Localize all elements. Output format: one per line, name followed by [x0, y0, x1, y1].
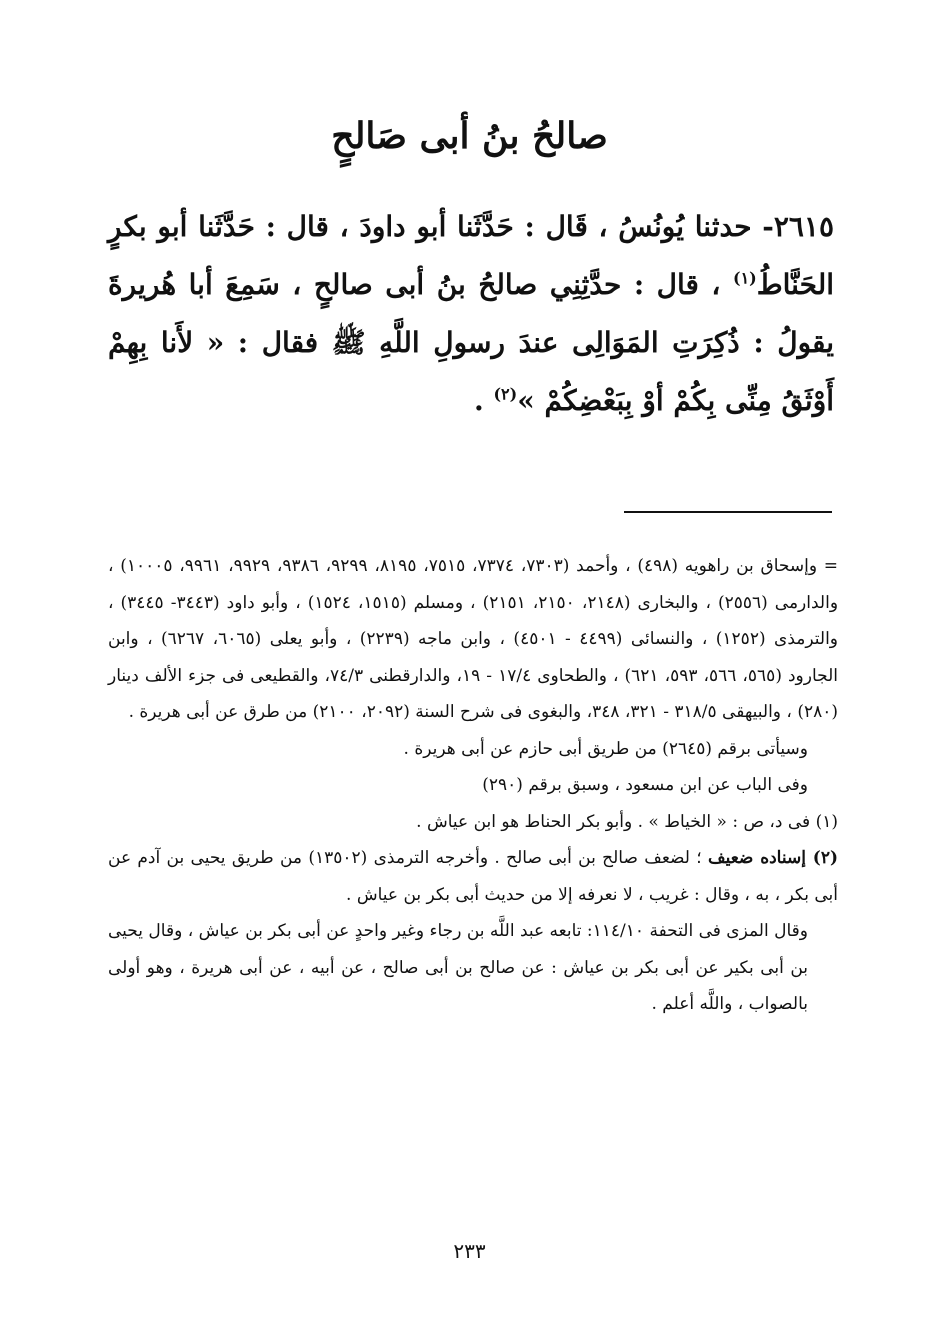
hadith-number: ٢٦١٥	[773, 210, 834, 243]
footnote-2-label: (٢) إسناده ضعيف	[708, 848, 839, 868]
hadith-text-part-1: - حدثنا يُونُسُ ، قَال : حَدَّثَنا أبو داودَ ، قال : حَدَّثَنا أبو بكرٍ الحَنَّاطُ	[108, 210, 835, 301]
hadith-text	[108, 198, 834, 430]
chapter-title: صالحُ بنُ أبى صَالحٍ	[331, 115, 608, 157]
footnote-1-marker: (١)	[733, 268, 757, 288]
footnote-2	[108, 840, 838, 913]
hadith-text-part-2: ، قال : حدَّثِنِي صالحُ بنُ أبى صالحٍ ، سَمِعَ أبا هُريرةَ يقولُ : ذُكِرَتِ المَوَالِى عندَ رسولِ اللَّهِ ﷺ فقال : « لأَنا بِهِمْ أَوْثَقُ مِنِّى بِكُمْ أوْ بِبَعْضِكُمْ »	[108, 268, 834, 417]
footnote-divider	[624, 511, 832, 513]
page-number: ٢٣٣	[453, 1239, 486, 1263]
footnote-continuation: = وإسحاق بن راهويه (٤٩٨) ، وأحمد (٧٣٠٣، ٧٣٧٤، ٧٥١٥، ٨١٩٥، ٩٢٩٩، ٩٣٨٦، ٩٩٢٩، ٩٩٦١، ١٠٠٠٥) ، والدارمى (٢٥٥٦) ، والبخارى (٢١٤٨، ٢١٥٠، ٢١٥١) ، ومسلم (١٥١٥، ١٥٢٤) ، وأبو داود (٣٤٤٣- ٣٤٤٥) ، والترمذى (١٢٥٢) ، والنسائى (٤٤٩٩ - ٤٥٠١) ، وابن ماجه (٢٢٣٩) ، وأبو يعلى (٦٠٦٥، ٦٢٦٧) ، وابن الجارود (٥٦٥، ٥٦٦، ٥٩٣، ٦٢١) ، والطحاوى ١٧/٤ - ١٩، والدارقطنى ٧٤/٣، والقطيعى فى جزء الألف دينار (٢٨٠) ، والبيهقى ٣١٨/٥ - ٣٢١، ٣٤٨، والبغوى فى شرح السنة (٢٠٩٢، ٢١٠٠) من طرق عن أبى هريرة .	[108, 556, 839, 722]
footnote-continuation-3: وفى الباب عن ابن مسعود ، وسبق برقم (٢٩٠)	[482, 775, 808, 795]
hadith-text-end: .	[473, 384, 484, 417]
footnote-2-continued: وقال المزى فى التحفة ١١٤/١٠: تابعه عبد اللَّه بن رجاء وغير واحدٍ عن أبى بكر بن عياش ، وقال يحيى بن أبى بكير عن أبى بكر بن عياش : عن صالح بن أبى صالح ، عن أبيه ، عن أبى هريرة ، وهو أولى بالصواب ، واللَّه أعلم .	[108, 921, 808, 1014]
footnote-2-text: ؛ لضعف صالح بن أبى صالح . وأخرجه الترمذى (١٣٥٠٢) من طريق يحيى بن آدم عن أبى بكر ، به ، وقال : غريب ، لا نعرفه إلا من حديث أبى بكر بن عياش .	[108, 848, 838, 905]
footnote-continuation-2: وسيأتى برقم (٢٦٤٥) من طريق أبى حازم عن أبى هريرة .	[403, 738, 808, 759]
footnote-2-marker: (٢)	[493, 384, 518, 404]
footnote-1: (١) فى د، ص : « الخياط » . وأبو بكر الحناط هو ابن عياش .	[416, 811, 838, 832]
footnotes	[108, 548, 838, 1023]
